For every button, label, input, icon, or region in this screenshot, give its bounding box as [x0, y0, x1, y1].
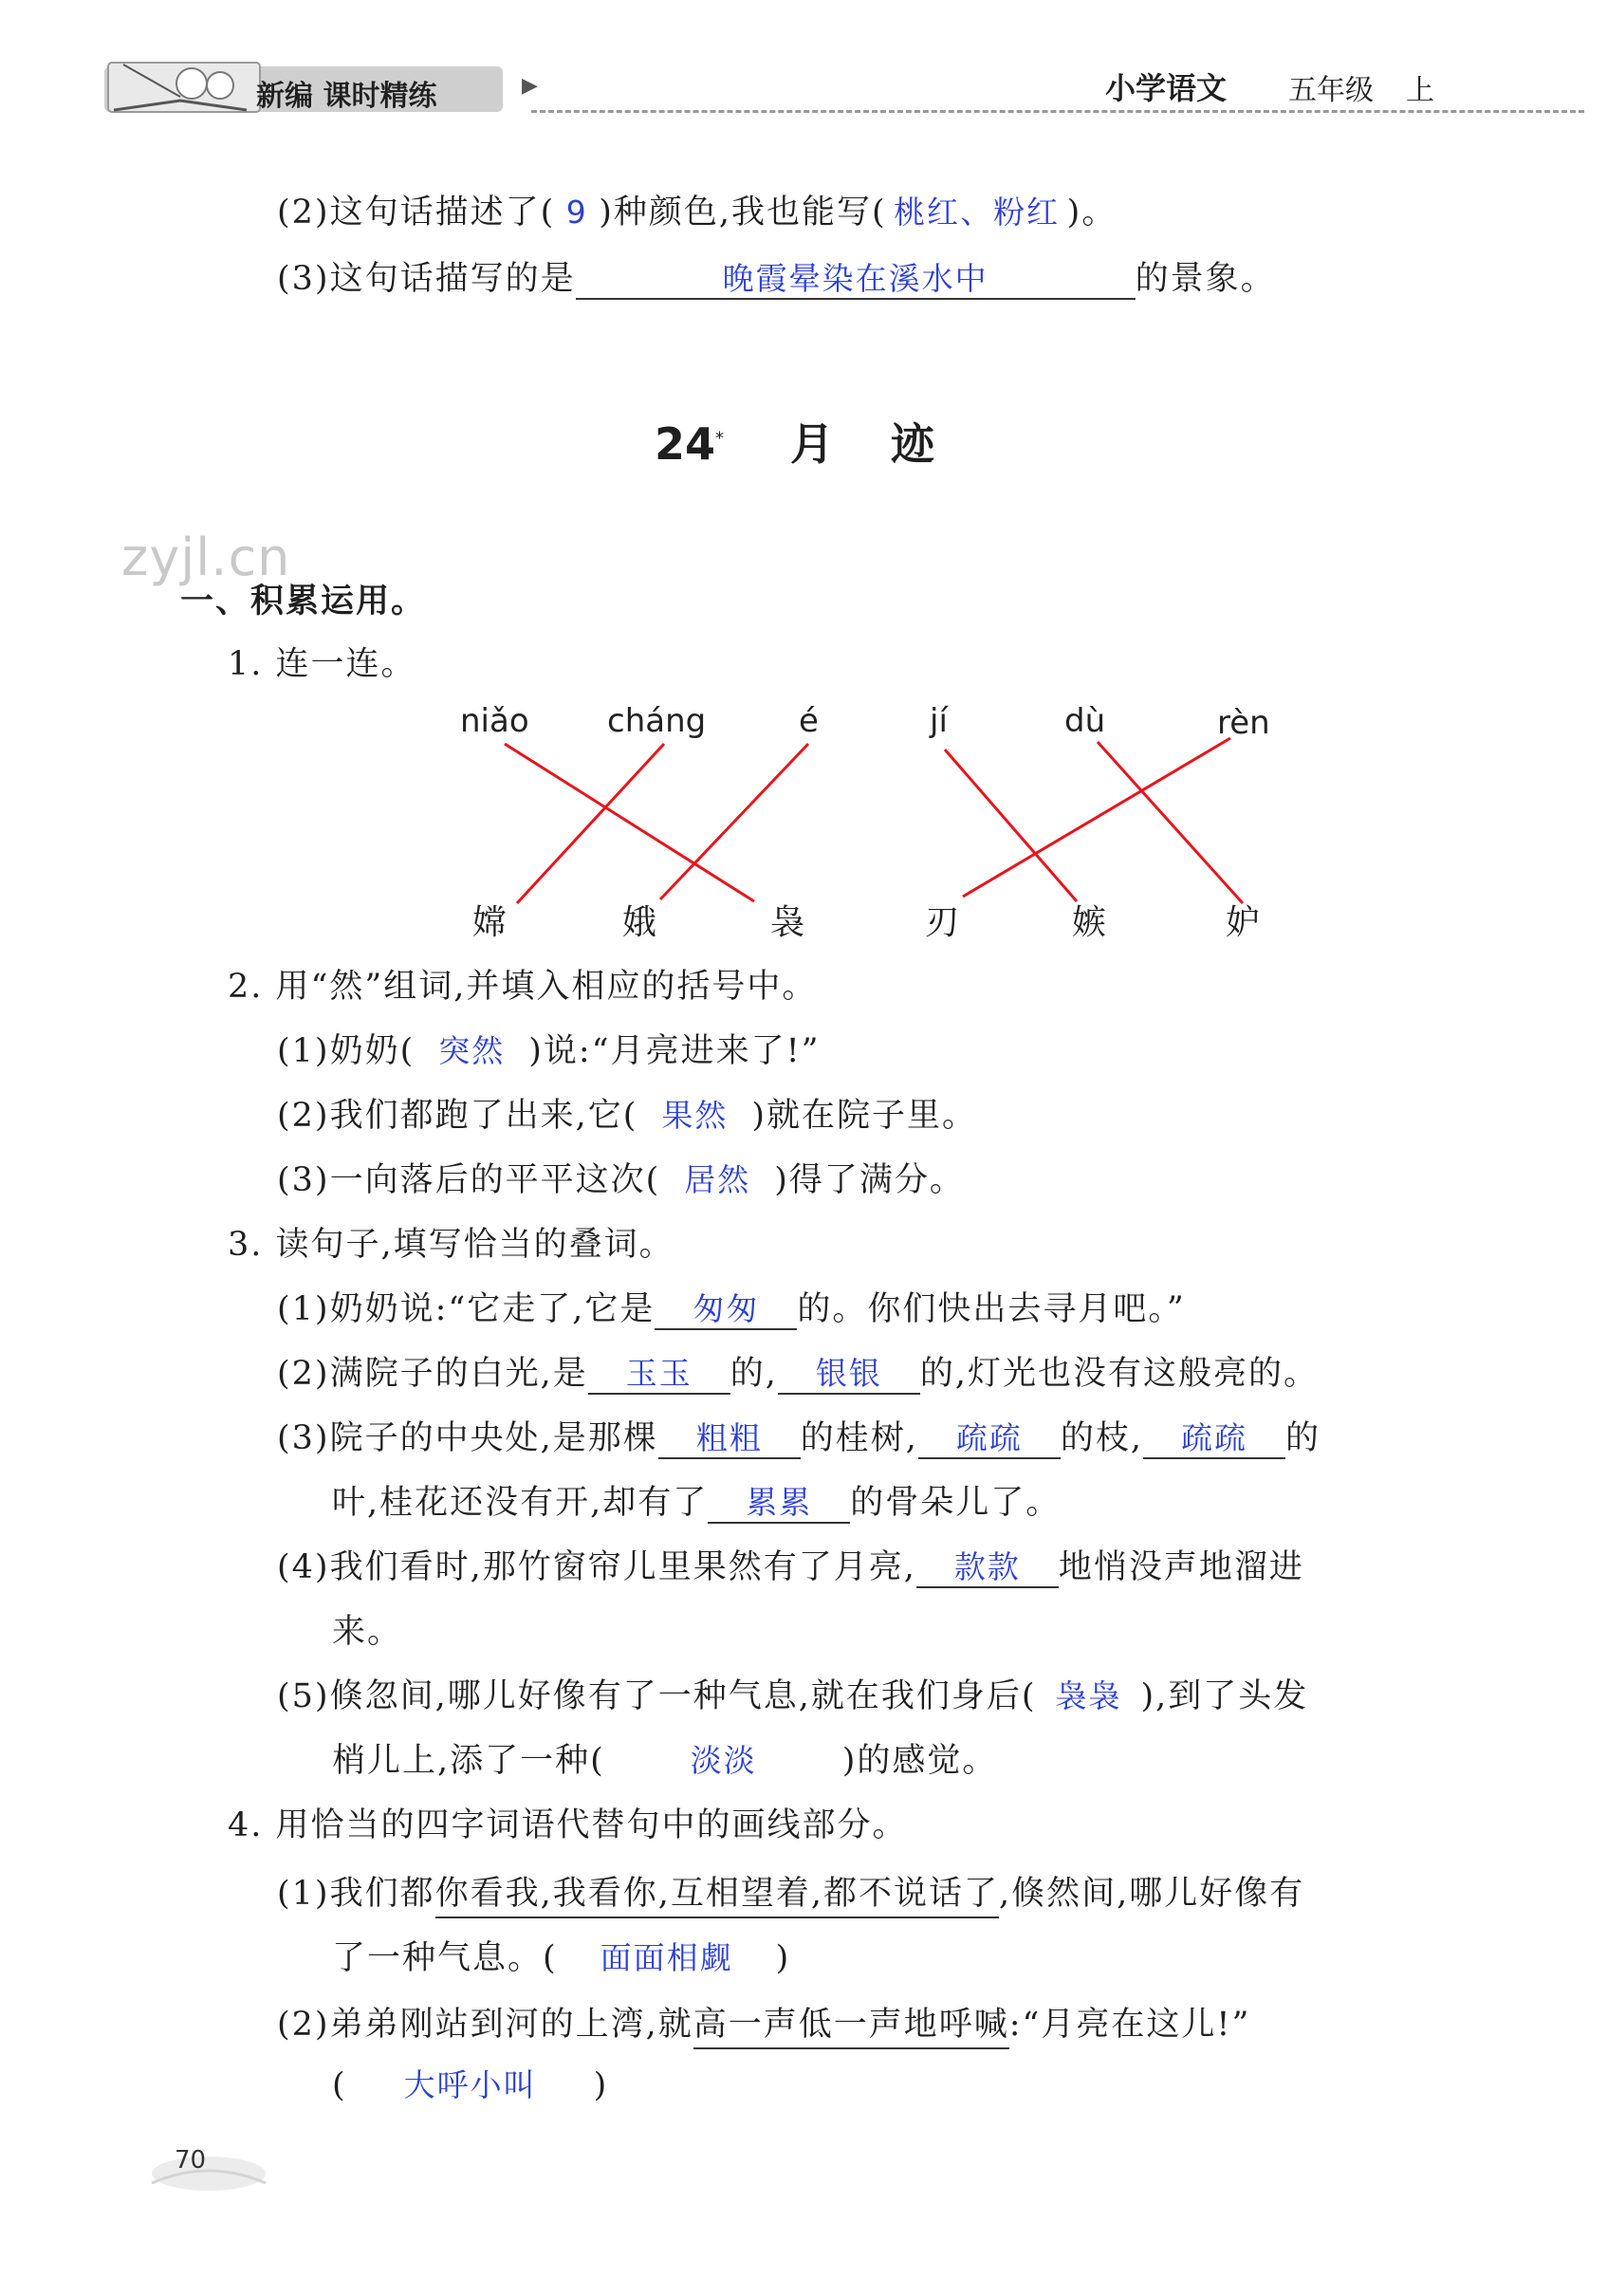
- match-line-ji: [945, 750, 1077, 901]
- q3-answer-5: 疏疏: [918, 1421, 1061, 1459]
- q3-answer-3: 银银: [778, 1357, 920, 1395]
- section-heading: 一、积累运用。: [180, 582, 427, 620]
- prev-q2-answer-2: 桃红、粉红: [894, 194, 1061, 231]
- term-label: 上: [1406, 74, 1434, 107]
- subject-label: 小学语文: [1105, 70, 1228, 106]
- grade-label: 五年级: [1288, 74, 1374, 107]
- lesson-star: *: [715, 428, 725, 449]
- q2-sentence-1: (1)奶奶( 突然 )说:“月亮进来了!”: [277, 1025, 821, 1072]
- page-number: 70: [175, 2146, 207, 2175]
- pinyin-4: jí: [930, 702, 948, 740]
- arrow-right-icon: ▶: [522, 74, 538, 98]
- char-3: 袅: [770, 903, 805, 942]
- watermark: zyjl.cn: [121, 528, 291, 587]
- book-title: 新编 课时精练: [256, 80, 437, 113]
- q3-answer-8: 款款: [916, 1550, 1059, 1588]
- q3-sentence-2: (2)满院子的白光,是 玉玉 的, 银银 的,灯光也没有这般亮的。: [277, 1347, 1319, 1395]
- pinyin-5: dù: [1064, 702, 1106, 740]
- prev-q2: (2)这句话描述了( 9 )种颜色,我也能写( 桃红、粉红 )。: [277, 186, 1117, 233]
- prev-q3: (3)这句话描写的是 晚霞晕染在溪水中 的景象。: [277, 252, 1276, 300]
- q4-underlined-phrase-1: 你看我,我看你,互相望着,都不说话了: [435, 1875, 999, 1918]
- match-line-chang: [517, 744, 664, 903]
- q3-answer-10: 淡淡: [690, 1742, 757, 1779]
- q3-sentence-5-line-2: 梢儿上,添了一种( 淡淡 )的感觉。: [332, 1734, 997, 1782]
- q1-stem: 1. 连一连。: [228, 645, 416, 683]
- q4-sentence-1: (1)我们都你看我,我看你,互相望着,都不说话了,倏然间,哪儿好像有: [277, 1867, 1304, 1915]
- q2-answer-2: 果然: [661, 1097, 729, 1134]
- q4-answer-1: 面面相觑: [600, 1939, 733, 1976]
- q3-sentence-4-line-2: 来。: [332, 1613, 403, 1651]
- char-6: 妒: [1226, 903, 1261, 942]
- matching-lines: [0, 0, 1607, 949]
- page-corner-ornament-icon: [142, 2139, 275, 2196]
- q4-answer-2: 大呼小叫: [403, 2066, 537, 2103]
- q4-underlined-phrase-2: 高一声低一声地呼喊: [693, 2006, 1009, 2049]
- q2-sentence-2: (2)我们都跑了出来,它( 果然 )就在院子里。: [277, 1089, 977, 1137]
- pinyin-1: niǎo: [460, 702, 529, 740]
- q3-sentence-1: (1)奶奶说:“它走了,它是 匆匆 的。你们快出去寻月吧。”: [277, 1283, 1186, 1330]
- pinyin-3: é: [799, 702, 819, 740]
- pinyin-6: rèn: [1217, 704, 1270, 742]
- q2-answer-3: 居然: [684, 1161, 751, 1198]
- lesson-number: 24: [655, 418, 716, 470]
- char-2: 娥: [622, 903, 657, 942]
- q3-answer-2: 玉玉: [588, 1357, 730, 1395]
- q4-sentence-2-line-2: ( 大呼小叫 ): [332, 2061, 608, 2105]
- q3-stem: 3. 读句子,填写恰当的叠词。: [228, 1226, 674, 1264]
- prev-q3-answer: 晚霞晕染在溪水中: [576, 262, 1136, 300]
- q3-sentence-3-line-2: 叶,桂花还没有开,却有了 累累 的骨朵儿了。: [332, 1476, 1061, 1524]
- match-line-du: [1098, 742, 1243, 903]
- q2-answer-1: 突然: [438, 1032, 506, 1069]
- q3-answer-6: 疏疏: [1143, 1421, 1285, 1459]
- q4-stem: 4. 用恰当的四字词语代替句中的画线部分。: [228, 1806, 908, 1844]
- q3-answer-4: 粗粗: [658, 1421, 801, 1459]
- char-4: 刃: [925, 903, 960, 942]
- q4-sentence-1-line-2: 了一种气息。( 面面相觑 ): [332, 1932, 790, 1979]
- lesson-title-char-2: 迹: [891, 418, 935, 470]
- prev-q2-answer-1: 9: [565, 194, 588, 231]
- q3-sentence-4: (4)我们看时,那竹窗帘儿里果然有了月亮, 款款 地悄没声地溜进: [277, 1541, 1304, 1588]
- pinyin-2: cháng: [607, 702, 707, 740]
- char-1: 嫦: [472, 903, 508, 942]
- q3-sentence-3: (3)院子的中央处,是那棵 粗粗 的桂树, 疏疏 的枝, 疏疏 的: [277, 1412, 1321, 1459]
- q3-answer-7: 累累: [708, 1486, 850, 1524]
- q2-stem: 2. 用“然”组词,并填入相应的括号中。: [228, 968, 818, 1006]
- q4-sentence-2: (2)弟弟刚站到河的上湾,就高一声低一声地呼喊:“月亮在这儿!”: [277, 1998, 1250, 2046]
- q3-sentence-5: (5)倏忽间,哪儿好像有了一种气息,就在我们身后( 袅袅 ),到了头发: [277, 1670, 1308, 1717]
- q2-sentence-3: (3)一向落后的平平这次( 居然 )得了满分。: [277, 1154, 965, 1201]
- q3-answer-1: 匆匆: [655, 1292, 797, 1330]
- lesson-title-char-1: 月: [790, 418, 835, 470]
- q3-answer-9: 袅袅: [1055, 1677, 1122, 1714]
- match-line-e: [660, 744, 808, 899]
- char-5: 嫉: [1072, 903, 1107, 942]
